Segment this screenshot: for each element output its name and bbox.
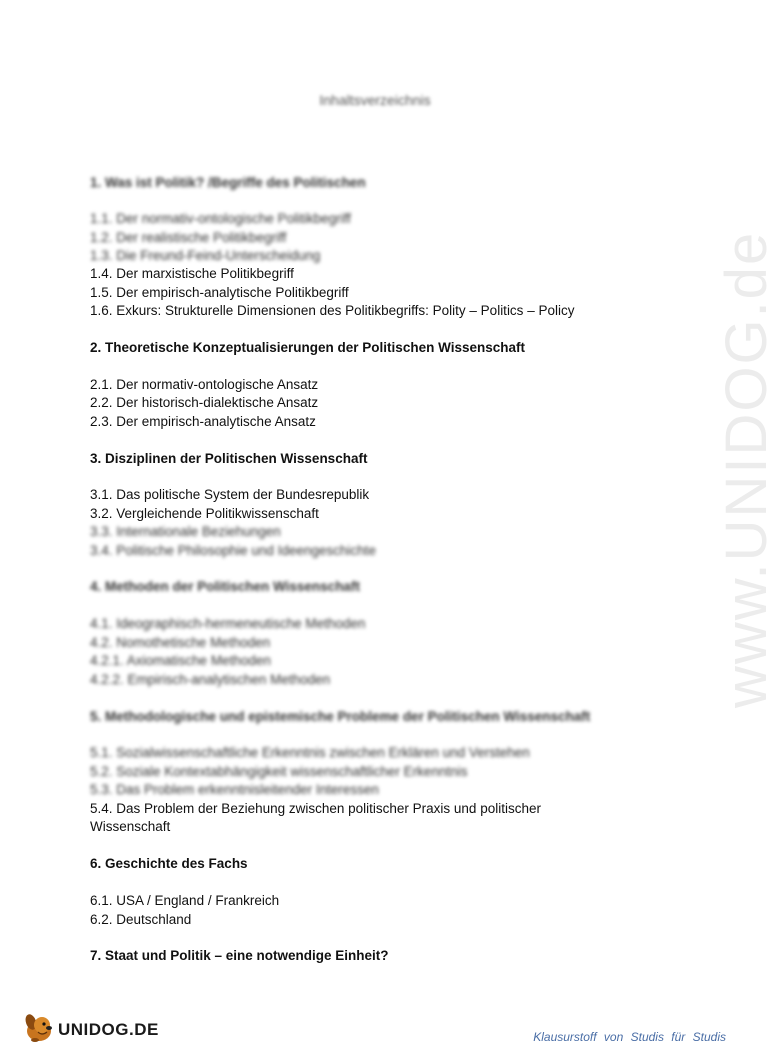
watermark: www.UNIDOG.de [714,230,779,708]
toc-heading: 2. Theoretische Konzeptualisierungen der Politischen Wissenschaft [90,340,525,355]
toc-item: 5.1. Sozialwissenschaftliche Erkenntnis zwischen Erklären und Verstehen [90,745,530,760]
logo-text: UNIDOG.DE [58,1020,159,1039]
unidog-logo[interactable] [22,1010,159,1044]
toc-item: 3.1. Das politische System der Bundesrepublik [90,487,370,502]
footer-tagline: Klausurstoff von Studis für Studis [533,1030,726,1044]
toc-heading: 1. Was ist Politik? /Begriffe des Politischen [90,175,366,190]
toc-item: 3.2. Vergleichende Politikwissenschaft [90,506,319,521]
toc-item: 5.3. Das Problem erkenntnisleitender Interessen [90,782,379,797]
toc-heading: 6. Geschichte des Fachs [90,856,248,871]
toc-item: 4.2.1. Axiomatische Methoden [90,653,271,668]
toc-heading: 5. Methodologische und epistemische Probleme der Politischen Wissenschaft [90,709,591,724]
toc-item: 1.2. Der realistische Politikbegriff [90,230,287,245]
toc-item: 5.4. Das Problem der Beziehung zwischen politischer Praxis und politischer Wissenschaft [90,801,541,834]
toc-item: 3.4. Politische Philosophie und Ideengeschichte [90,543,376,558]
toc-item: 1.3. Die Freund-Feind-Unterscheidung [90,248,321,263]
toc-item: 2.2. Der historisch-dialektische Ansatz [90,395,319,410]
toc-heading: 7. Staat und Politik – eine notwendige Einheit? [90,948,389,963]
toc-item: 6.1. USA / England / Frankreich [90,893,280,908]
document-title: Inhaltsverzeichnis [319,92,431,108]
toc-heading: 4. Methoden der Politischen Wissenschaft [90,579,360,594]
toc-heading: 3. Disziplinen der Politischen Wissenschaft [90,451,368,466]
toc-item: 2.1. Der normativ-ontologische Ansatz [90,377,319,392]
toc-item: 6.2. Deutschland [90,912,192,927]
toc-item: 4.2.2. Empirisch-analytischen Methoden [90,672,331,687]
toc-item: 1.6. Exkurs: Strukturelle Dimensionen des Politikbegriffs: Polity – Politics – Policy [90,303,575,318]
toc-item: 3.3. Internationale Beziehungen [90,524,281,539]
toc-item: 2.3. Der empirisch-analytische Ansatz [90,414,316,429]
toc-item: 4.2. Nomothetische Methoden [90,635,271,650]
dog-icon [22,1010,56,1044]
toc-item: 4.1. Ideographisch-hermeneutische Methoden [90,616,366,631]
toc-item: 5.2. Soziale Kontextabhängigkeit wissenschaftlicher Erkenntnis [90,764,468,779]
toc-item: 1.1. Der normativ-ontologische Politikbegriff [90,211,351,226]
toc-item: 1.5. Der empirisch-analytische Politikbegriff [90,285,349,300]
toc-item: 1.4. Der marxistische Politikbegriff [90,266,294,281]
